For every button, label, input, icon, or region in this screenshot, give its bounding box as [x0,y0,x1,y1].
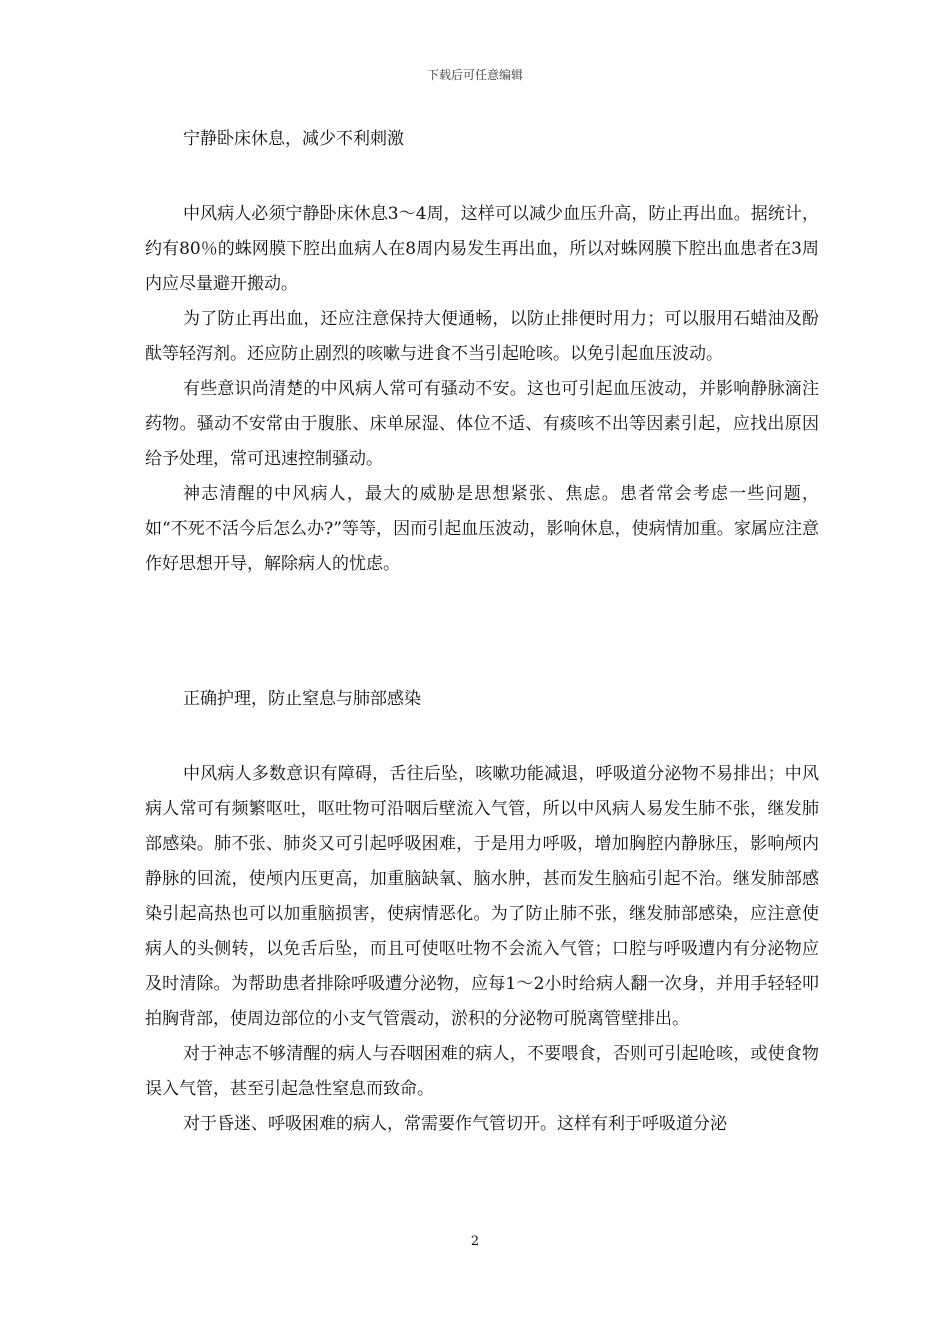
page-header-note: 下载后可任意编辑 [426,68,523,82]
section-heading-care: 正确护理，防止窒息与肺部感染 [183,689,421,709]
paragraph: 中风病人必须宁静卧床休息3～4周，这样可以减少血压升高，防止再出血。据统计，约有80％的蛛网膜下腔出血病人在8周内易发生再出血，所以对蛛网膜下腔出血患者在3周内应尽量避开搬动。 [145,204,819,294]
section-body-rest [145,197,819,582]
section-body-care [145,757,819,1142]
paragraph: 神志清醒的中风病人，最大的威胁是思想紧张、焦虑。患者常会考虑一些问题，如“不死不活今后怎么办?”等等，因而引起血压波动，影响休息，使病情加重。家属应注意作好思想开导，解除病人的忧虑。 [145,484,819,574]
paragraph: 中风病人多数意识有障碍，舌往后坠，咳嗽功能减退，呼吸道分泌物不易排出；中风病人常可有频繁呕吐，呕吐物可沿咽后壁流入气管，所以中风病人易发生肺不张，继发肺部感染。肺不张、肺炎又可引起呼吸困难，于是用力呼吸，增加胸腔内静脉压，影响颅内静脉的回流，使颅内压更高，加重脑缺氧、脑水肿，甚而发生脑疝引起不治。继发肺部感染引起高热也可以加重脑损害，使病情恶化。为了防止肺不张，继发肺部感染，应注意使病人的头侧转，以免舌后坠，而且可使呕吐物不会流入气管；口腔与呼吸遭内有分泌物应及时清除。为帮助患者排除呼吸遭分泌物，应每1～2小时给病人翻一次身，并用手轻轻叩拍胸背部，使周边部位的小支气管震动，淤积的分泌物可脱离管壁排出。 [145,764,819,1029]
page-number: 2 [470,1234,480,1249]
paragraph: 为了防止再出血，还应注意保持大便通畅，以防止排便时用力；可以服用石蜡油及酚酞等轻泻剂。还应防止剧烈的咳嗽与进食不当引起呛咳。以免引起血压波动。 [145,309,819,364]
paragraph: 对于神志不够清醒的病人与吞咽困难的病人，不要喂食，否则可引起呛咳，或使食物误入气管，甚至引起急性窒息而致命。 [145,1044,819,1099]
paragraph: 有些意识尚清楚的中风病人常可有骚动不安。这也可引起血压波动，并影响静脉滴注药物。骚动不安常由于腹胀、床单尿湿、体位不适、有痰咳不出等因素引起，应找出原因给予处理，常可迅速控制骚动。 [145,379,819,469]
paragraph: 对于昏迷、呼吸困难的病人，常需要作气管切开。这样有利于呼吸道分泌 [183,1114,727,1134]
section-heading-rest: 宁静卧床休息，减少不利刺激 [183,129,404,149]
